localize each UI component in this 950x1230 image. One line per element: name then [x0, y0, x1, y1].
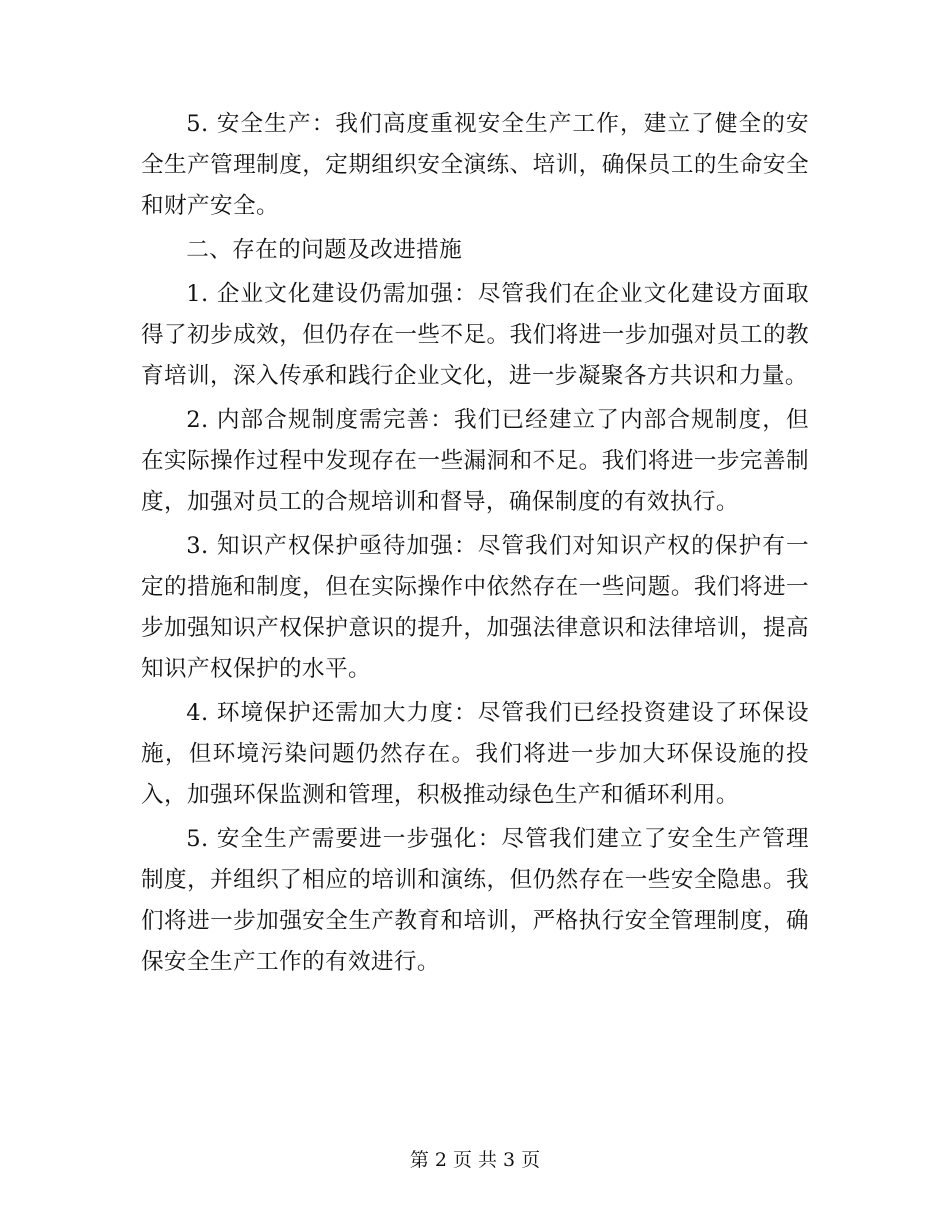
paragraph-corporate-culture: 1. 企业文化建设仍需加强：尽管我们在企业文化建设方面取得了初步成效，但仍存在一些不足。我们将进一步加强对员工的教育培训，深入传承和践行企业文化，进一步凝聚各方共识和力量。: [141, 281, 809, 389]
document-body: [141, 104, 809, 986]
paragraph-safety-strengthening: 5. 安全生产需要进一步强化：尽管我们建立了安全生产管理制度，并组织了相应的培训和演练，但仍然存在一些安全隐患。我们将进一步加强安全生产教育和培训，严格执行安全管理制度，确保安全生产工作的有效进行。: [141, 826, 809, 975]
paragraph-internal-compliance: 2. 内部合规制度需完善：我们已经建立了内部合规制度，但在实际操作过程中发现存在一些漏洞和不足。我们将进一步完善制度，加强对员工的合规培训和督导，确保制度的有效执行。: [141, 407, 809, 515]
page-number-footer: 第 2 页 共 3 页: [409, 1149, 541, 1171]
paragraph-environmental-protection: 4. 环境保护还需加大力度：尽管我们已经投资建设了环保设施，但环境污染问题仍然存在。我们将进一步加大环保设施的投入，加强环保监测和管理，积极推动绿色生产和循环利用。: [141, 700, 809, 808]
paragraph-safety-production: 5. 安全生产：我们高度重视安全生产工作，建立了健全的安全生产管理制度，定期组织安全演练、培训，确保员工的生命安全和财产安全。: [141, 111, 809, 219]
paragraph-intellectual-property: 3. 知识产权保护亟待加强：尽管我们对知识产权的保护有一定的措施和制度，但在实际操作中依然存在一些问题。我们将进一步加强知识产权保护意识的提升，加强法律意识和法律培训，提高知识产权保护的水平。: [141, 533, 809, 682]
section-heading-problems: 二、存在的问题及改进措施: [186, 237, 463, 263]
